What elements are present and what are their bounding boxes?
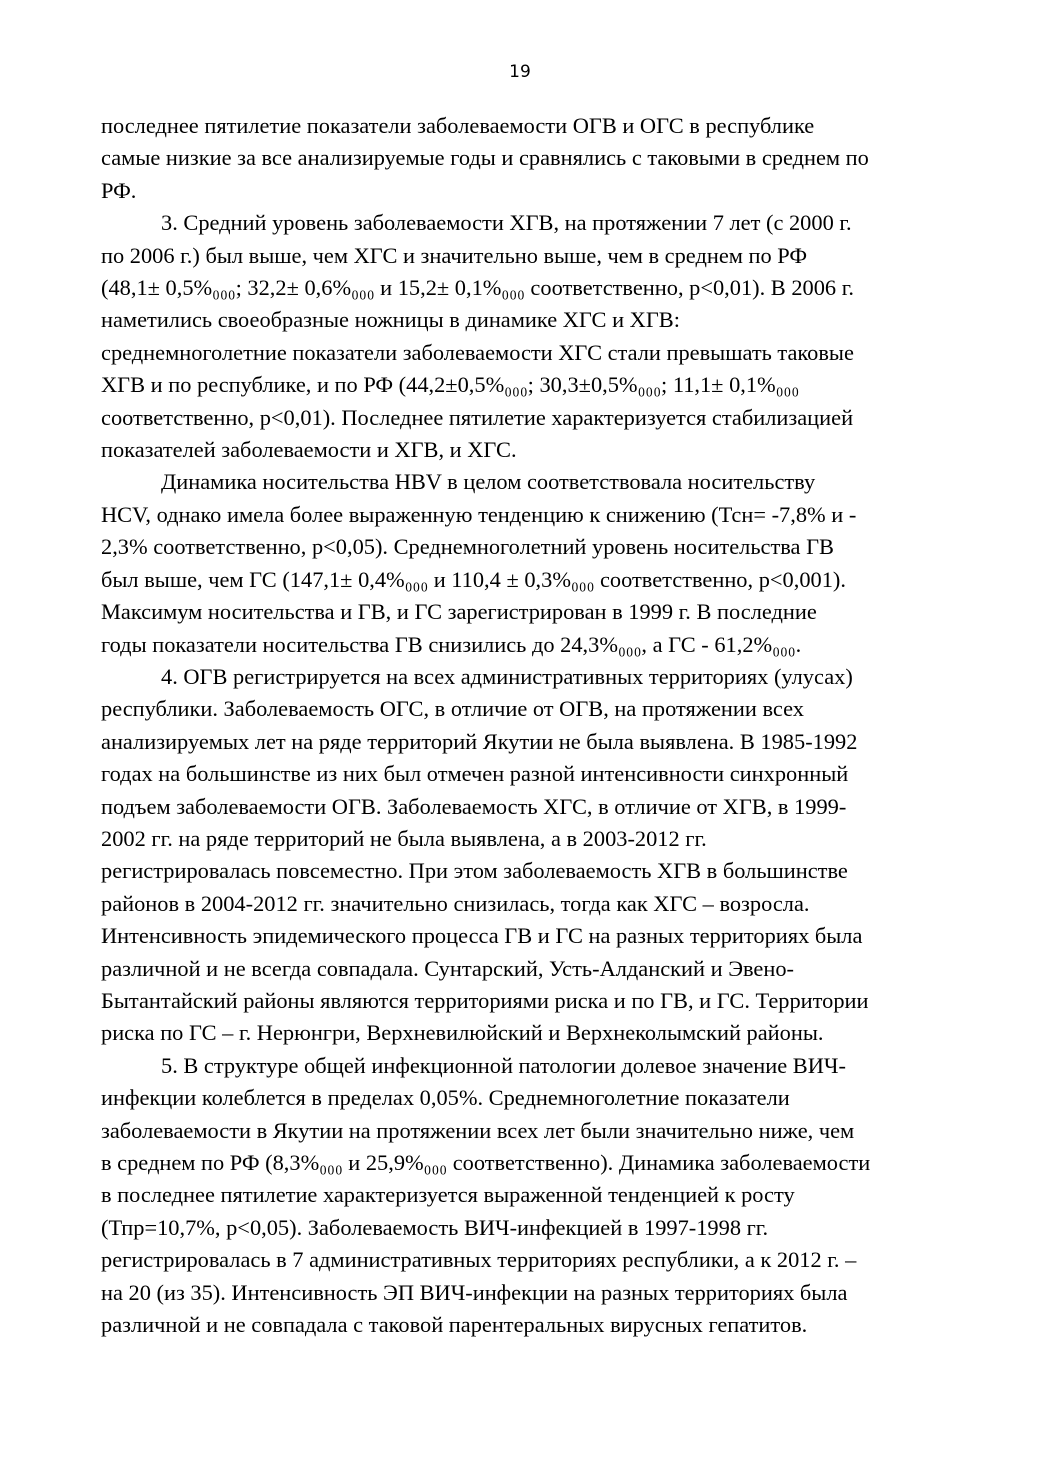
text-line: 5. В структуре общей инфекционной патологии долевое значение ВИЧ- (161, 1052, 846, 1078)
text-line: в последнее пятилетие характеризуется выраженной тенденцией к росту (101, 1182, 795, 1208)
text-line: был выше, чем ГС (147,1± 0,4%₀₀₀ и 110,4 ± 0,3%₀₀₀ соответственно, p<0,001). (101, 566, 846, 592)
text-line: наметились своеобразные ножницы в динамике ХГС и ХГВ: (101, 307, 680, 333)
text-line: 2,3% соответственно, p<0,05). Среднемноголетний уровень носительства ГВ (101, 534, 834, 560)
paragraph-1 (101, 110, 941, 207)
text-line: подъем заболеваемости ОГВ. Заболеваемость ХГС, в отличие от ХГВ, в 1999- (101, 793, 847, 819)
text-line: Бытантайский районы являются территориями риска и по ГВ, и ГС. Территории (101, 987, 869, 1013)
text-line: HCV, однако имела более выраженную тенденцию к снижению (Тсн= -7,8% и - (101, 501, 857, 527)
text-line: различной и не всегда совпадала. Сунтарский, Усть-Алданский и Эвено- (101, 955, 794, 981)
text-line: Динамика носительства HBV в целом соответствовала носительству (161, 469, 816, 495)
text-line: годы показатели носительства ГВ снизились до 24,3%₀₀₀, а ГС - 61,2%₀₀₀. (101, 631, 802, 657)
text-line: (Тпр=10,7%, p<0,05). Заболеваемость ВИЧ-инфекцией в 1997-1998 гг. (101, 1214, 769, 1240)
text-line: Максимум носительства и ГВ, и ГС зарегистрирован в 1999 г. В последние (101, 599, 817, 625)
text-line: различной и не совпадала с таковой парентеральных вирусных гепатитов. (101, 1312, 808, 1338)
paragraph-4 (101, 661, 941, 1050)
text-line: регистрировалась повсеместно. При этом заболеваемость ХГВ в большинстве (101, 858, 848, 884)
paragraph-3 (101, 466, 941, 660)
text-line: анализируемых лет на ряде территорий Якутии не была выявлена. В 1985-1992 (101, 728, 858, 754)
text-line: регистрировалась в 7 административных территориях республики, а к 2012 г. – (101, 1247, 857, 1273)
text-line: самые низкие за все анализируемые годы и сравнялись с таковыми в среднем по (101, 145, 869, 171)
text-line: районов в 2004-2012 гг. значительно снизилась, тогда как ХГС – возросла. (101, 890, 810, 916)
text-line: РФ. (101, 177, 137, 203)
page-number: 19 (509, 62, 531, 82)
text-line: соответственно, p<0,01). Последнее пятилетие характеризуется стабилизацией (101, 404, 854, 430)
text-line: ХГВ и по республике, и по РФ (44,2±0,5%₀₀₀; 30,3±0,5%₀₀₀; 11,1± 0,1%₀₀₀ (101, 372, 800, 398)
text-line: заболеваемости в Якутии на протяжении всех лет были значительно ниже, чем (101, 1117, 855, 1143)
text-line: по 2006 г.) был выше, чем ХГС и значительно выше, чем в среднем по РФ (101, 242, 808, 268)
text-line: 4. ОГВ регистрируется на всех административных территориях (улусах) (161, 663, 853, 689)
text-line: 3. Средний уровень заболеваемости ХГВ, на протяжении 7 лет (с 2000 г. (161, 210, 852, 236)
text-line: последнее пятилетие показатели заболеваемости ОГВ и ОГС в республике (101, 113, 815, 138)
text-line: Интенсивность эпидемического процесса ГВ и ГС на разных территориях была (101, 923, 863, 949)
text-line: (48,1± 0,5%₀₀₀; 32,2± 0,6%₀₀₀ и 15,2± 0,1%₀₀₀ соответственно, p<0,01). В 2006 г. (101, 275, 854, 301)
text-line: инфекции колеблется в пределах 0,05%. Среднемноголетние показатели (101, 1085, 790, 1111)
paragraph-2 (101, 207, 941, 466)
text-line: годах на большинстве из них был отмечен разной интенсивности синхронный (101, 761, 849, 787)
text-line: риска по ГС – г. Нерюнгри, Верхневилюйский и Верхнеколымский районы. (101, 1020, 824, 1046)
text-line: показателей заболеваемости и ХГВ, и ХГС. (101, 437, 517, 463)
text-line: в среднем по РФ (8,3%₀₀₀ и 25,9%₀₀₀ соответственно). Динамика заболеваемости (101, 1150, 871, 1175)
text-line: 2002 гг. на ряде территорий не была выявлена, а в 2003-2012 гг. (101, 825, 707, 851)
text-line: республики. Заболеваемость ОГС, в отличие от ОГВ, на протяжении всех (101, 696, 804, 722)
text-line: среднемноголетние показатели заболеваемости ХГС стали превышать таковые (101, 339, 854, 365)
document-body (101, 110, 941, 1341)
text-line: на 20 (из 35). Интенсивность ЭП ВИЧ-инфекции на разных территориях была (101, 1279, 848, 1305)
paragraph-5 (101, 1050, 941, 1342)
